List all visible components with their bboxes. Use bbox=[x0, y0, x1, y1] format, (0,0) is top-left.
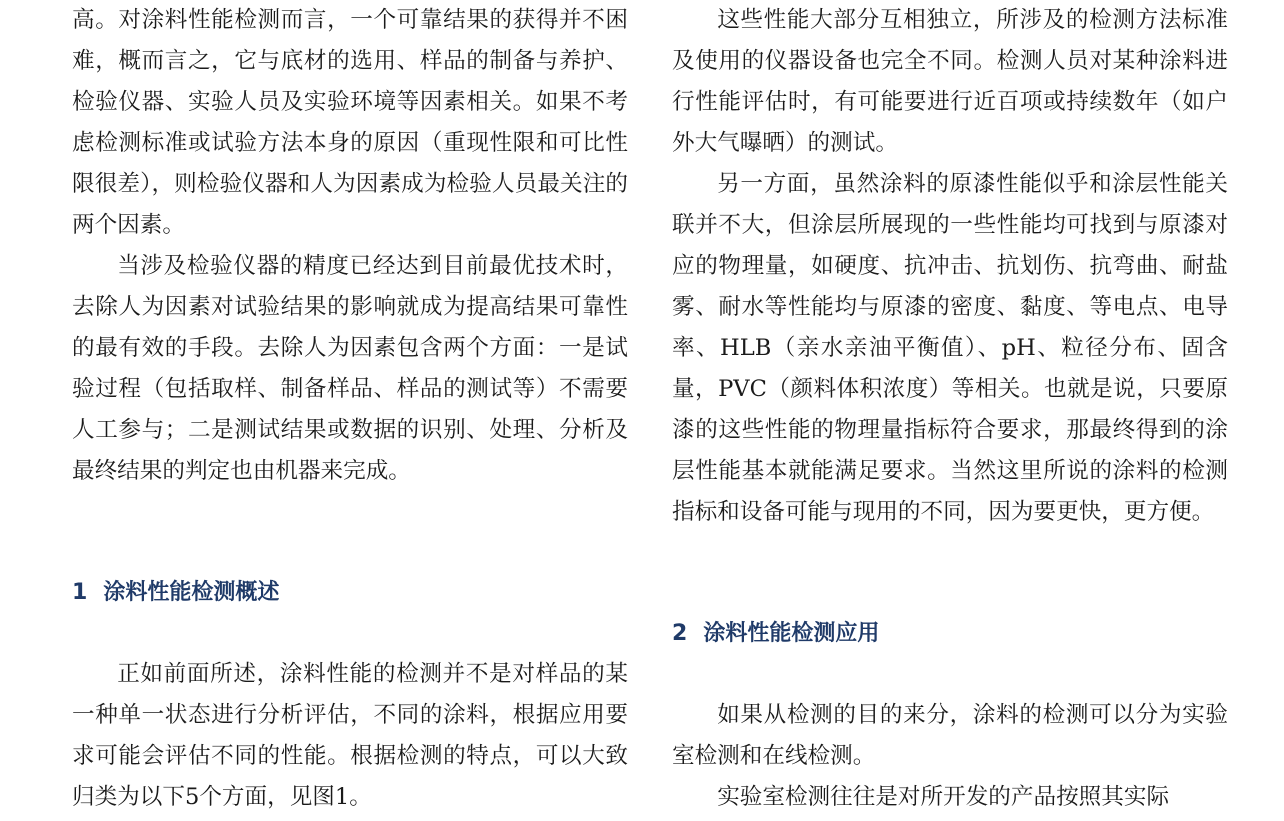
section-heading bbox=[72, 578, 279, 608]
paragraph: 当涉及检验仪器的精度已经达到目前最优技术时，去除人为因素对试验结果的影响就成为提高结果可靠性的最有效的手段。去除人为因素包含两个方面：一是试验过程（包括取样、制备样品、样品的测试等）不需要人工参与；二是测试结果或数据的识别、处理、分析及最终结果的判定也由机器来完成。 bbox=[72, 253, 628, 484]
paragraph: 这些性能大部分互相独立，所涉及的检测方法标准及使用的仪器设备也完全不同。检测人员对某种涂料进行性能评估时，有可能要进行近百项或持续数年（如户外大气曝晒）的测试。 bbox=[672, 7, 1228, 156]
paragraph: 高。对涂料性能检测而言，一个可靠结果的获得并不困难，概而言之，它与底材的选用、样品的制备与养护、检验仪器、实验人员及实验环境等因素相关。如果不考虑检测标准或试验方法本身的原因（重现性限和可比性限很差），则检验仪器和人为因素成为检验人员最关注的两个因素。 bbox=[72, 7, 628, 238]
section-title: 涂料性能检测应用 bbox=[703, 621, 880, 646]
paragraph: 如果从检测的目的来分，涂料的检测可以分为实验室检测和在线检测。 bbox=[672, 702, 1228, 769]
paragraph: 实验室检测往往是对所开发的产品按照其实际 bbox=[717, 784, 1170, 810]
section-heading bbox=[672, 619, 879, 649]
paragraph: 另一方面，虽然涂料的原漆性能似乎和涂层性能关联并不大，但涂层所展现的一些性能均可找到与原漆对应的物理量，如硬度、抗冲击、抗划伤、抗弯曲、耐盐雾、耐水等性能均与原漆的密度、黏度、等电点、电导率、HLB（亲水亲油平衡值）、pH、粒径分布、固含量，PVC（颜料体积浓度）等相关。也就是说，只要原漆的这些性能的物理量指标符合要求，那最终得到的涂层性能基本就能满足要求。当然这里所说的涂料的检测指标和设备可能与现用的不同，因为要更快，更方便。 bbox=[672, 171, 1228, 525]
paragraph: 正如前面所述，涂料性能的检测并不是对样品的某一种单一状态进行分析评估，不同的涂料，根据应用要求可能会评估不同的性能。根据检测的特点，可以大致归类为以下5个方面，见图1。 bbox=[72, 661, 628, 810]
section-number: 2 bbox=[672, 621, 688, 646]
section-number: 1 bbox=[72, 580, 88, 605]
section-title: 涂料性能检测概述 bbox=[103, 580, 280, 605]
